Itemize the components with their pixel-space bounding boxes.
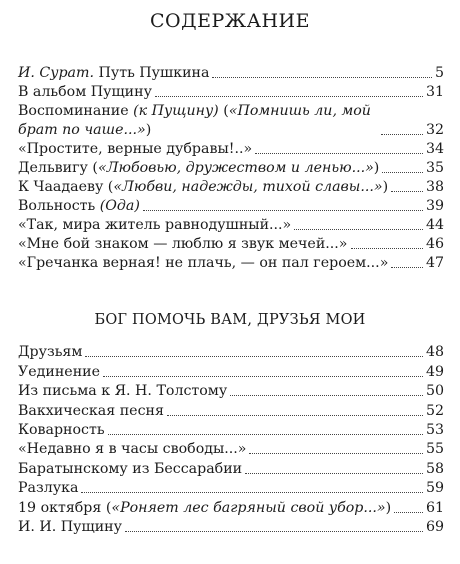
- toc-page-number: 5: [434, 65, 444, 81]
- toc-entry: [18, 254, 444, 273]
- toc-entry-title: Друзьям: [18, 344, 83, 361]
- dot-leader: [212, 77, 432, 78]
- toc-page-number: 61: [425, 499, 444, 516]
- toc-entry: [18, 459, 444, 478]
- toc-entry: [18, 64, 444, 83]
- toc-page-number: 39: [425, 198, 444, 214]
- toc-page-number: 59: [425, 480, 444, 497]
- toc-entry-title: Уединение: [18, 363, 101, 380]
- toc-page-number: 35: [425, 160, 444, 176]
- dot-leader: [351, 248, 423, 249]
- toc-entry-title: Дельвигу («Любовью, дружеством и ленью...»): [18, 160, 380, 176]
- toc-entry: [18, 83, 444, 102]
- toc-entry-title: «Мне бой знаком — люблю я звук мечей...»: [18, 236, 348, 252]
- dot-leader: [245, 473, 423, 474]
- dot-leader: [103, 376, 423, 377]
- dot-leader: [143, 210, 423, 211]
- toc-entry: [18, 382, 444, 401]
- toc-entry: [18, 440, 444, 459]
- toc-entry-title: Вакхическая песня: [18, 402, 164, 419]
- toc-page-number: 69: [425, 518, 444, 535]
- toc-page-number: 44: [425, 217, 444, 233]
- toc-entry: [18, 479, 444, 498]
- toc-entry-title: «Гречанка верная! не плачь, — он пал героем...»: [18, 255, 389, 271]
- dot-leader: [108, 434, 423, 435]
- toc-page-number: 47: [425, 255, 444, 271]
- dot-leader: [167, 415, 423, 416]
- dot-leader: [391, 191, 423, 192]
- toc-entry-title: «Так, мира житель равнодушный...»: [18, 217, 292, 233]
- dot-leader: [125, 531, 423, 532]
- toc-entry: [18, 498, 444, 517]
- toc-page-number: 34: [425, 141, 444, 157]
- toc-entry-title: Воспоминание (к Пущину) («Помнишь ли, мой брат по чаше...»): [18, 103, 371, 138]
- dot-leader: [85, 356, 423, 357]
- toc-entry: [18, 216, 444, 235]
- toc-entry-title: Коварность: [18, 421, 105, 438]
- toc-entry: [18, 178, 444, 197]
- toc-page-number: 46: [425, 236, 444, 252]
- dot-leader: [155, 96, 423, 97]
- toc-entry: [18, 401, 444, 420]
- toc-entry: [18, 343, 444, 362]
- dot-leader: [394, 512, 423, 513]
- toc-entry: [18, 421, 444, 440]
- toc-entry: [18, 140, 444, 159]
- toc-entry-title: 19 октября («Роняет лес багряный свой убор...»): [18, 499, 392, 516]
- toc-entry-title: «Простите, верные дубравы!..»: [18, 141, 253, 157]
- toc-page-number: 52: [425, 402, 444, 419]
- toc-page-number: 38: [425, 179, 444, 195]
- dot-leader: [249, 453, 422, 454]
- toc-page-number: 50: [425, 383, 444, 400]
- toc-entry-title: В альбом Пущину: [18, 84, 152, 100]
- dot-leader: [391, 267, 423, 268]
- toc-entry-title: «Недавно я в часы свободы...»: [18, 441, 247, 458]
- toc-entry-title: К Чаадаеву («Любви, надежды, тихой славы...»): [18, 179, 389, 195]
- section-heading: БОГ ПОМОЧЬ ВАМ, ДРУЗЬЯ МОИ: [94, 312, 366, 328]
- toc-page-number: 49: [425, 363, 444, 380]
- toc-entry-title: Вольность (Ода): [18, 198, 140, 214]
- toc-entry: [18, 518, 444, 537]
- toc-page-number: 53: [425, 421, 444, 438]
- toc-list-main: [18, 64, 444, 273]
- dot-leader: [230, 395, 423, 396]
- toc-entry-title: И. Сурат. Путь Пушкина: [18, 65, 210, 81]
- toc-entry: [18, 235, 444, 254]
- dot-leader: [294, 229, 423, 230]
- toc-entry: [18, 159, 444, 178]
- toc-page-number: 48: [425, 344, 444, 361]
- dot-leader: [382, 172, 423, 173]
- toc-page-number: 31: [425, 84, 444, 100]
- toc-entry: [18, 197, 444, 216]
- toc-entry-title: Разлука: [18, 480, 79, 497]
- dot-leader: [381, 134, 423, 135]
- toc-entry-title: И. И. Пущину: [18, 518, 122, 535]
- page-title: СОДЕРЖАНИЕ: [150, 10, 310, 32]
- toc-page-number: 32: [425, 122, 444, 138]
- toc-page-number: 55: [425, 441, 444, 458]
- toc-entry: [18, 362, 444, 381]
- toc-list-section: [18, 343, 444, 537]
- dot-leader: [255, 153, 423, 154]
- toc-page-number: 58: [425, 460, 444, 477]
- toc-entry: [18, 102, 444, 140]
- toc-entry-title: Из письма к Я. Н. Толстому: [18, 383, 228, 400]
- dot-leader: [81, 492, 423, 493]
- toc-entry-title: Баратынскому из Бессарабии: [18, 460, 243, 477]
